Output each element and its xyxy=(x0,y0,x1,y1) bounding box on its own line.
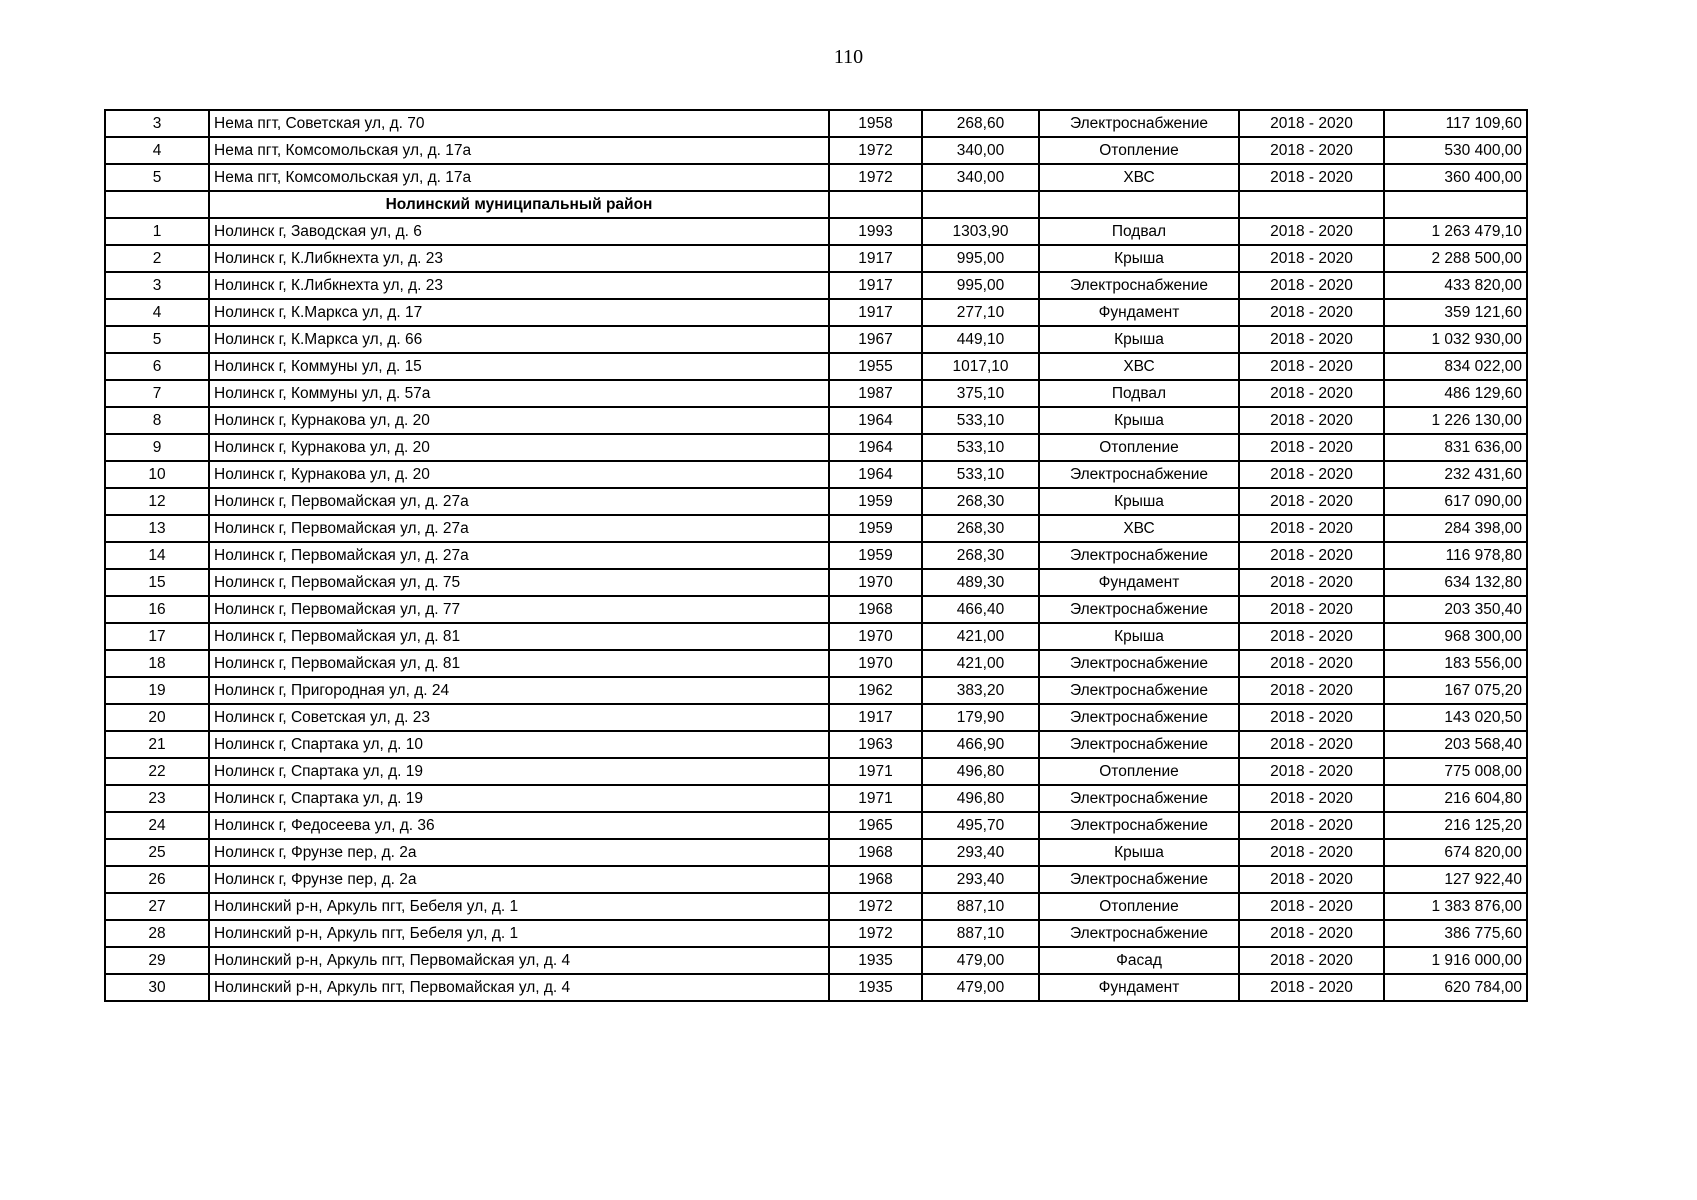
year-built-cell xyxy=(829,191,922,218)
year-built-cell: 1917 xyxy=(829,299,922,326)
work-type-cell: Электроснабжение xyxy=(1039,866,1239,893)
area-cell: 293,40 xyxy=(922,839,1039,866)
row-number: 6 xyxy=(105,353,209,380)
year-built-cell: 1917 xyxy=(829,272,922,299)
row-number: 8 xyxy=(105,407,209,434)
year-built-cell: 1970 xyxy=(829,569,922,596)
area-cell: 887,10 xyxy=(922,893,1039,920)
area-cell: 1017,10 xyxy=(922,353,1039,380)
work-type-cell: Подвал xyxy=(1039,218,1239,245)
period-cell: 2018 - 2020 xyxy=(1239,515,1384,542)
cost-cell: 167 075,20 xyxy=(1384,677,1527,704)
work-type-cell: Электроснабжение xyxy=(1039,596,1239,623)
cost-cell: 2 288 500,00 xyxy=(1384,245,1527,272)
year-built-cell: 1971 xyxy=(829,785,922,812)
year-built-cell: 1972 xyxy=(829,137,922,164)
address-cell: Нолинск г, Пригородная ул, д. 24 xyxy=(209,677,829,704)
address-cell: Нолинский р-н, Аркуль пгт, Первомайская ул, д. 4 xyxy=(209,974,829,1001)
table-row xyxy=(105,380,1527,407)
cost-cell: 1 916 000,00 xyxy=(1384,947,1527,974)
area-cell: 268,30 xyxy=(922,542,1039,569)
work-type-cell: Электроснабжение xyxy=(1039,110,1239,137)
year-built-cell: 1987 xyxy=(829,380,922,407)
table-row xyxy=(105,245,1527,272)
cost-cell: 284 398,00 xyxy=(1384,515,1527,542)
table-row xyxy=(105,434,1527,461)
year-built-cell: 1959 xyxy=(829,515,922,542)
address-cell: Нема пгт, Советская ул, д. 70 xyxy=(209,110,829,137)
period-cell: 2018 - 2020 xyxy=(1239,542,1384,569)
table-row xyxy=(105,650,1527,677)
cost-cell: 634 132,80 xyxy=(1384,569,1527,596)
table-row xyxy=(105,677,1527,704)
area-cell: 533,10 xyxy=(922,407,1039,434)
period-cell: 2018 - 2020 xyxy=(1239,704,1384,731)
cost-cell: 232 431,60 xyxy=(1384,461,1527,488)
period-cell: 2018 - 2020 xyxy=(1239,839,1384,866)
address-cell: Нолинск г, К.Маркса ул, д. 66 xyxy=(209,326,829,353)
year-built-cell: 1971 xyxy=(829,758,922,785)
section-header-row xyxy=(105,191,1527,218)
table-row xyxy=(105,596,1527,623)
year-built-cell: 1968 xyxy=(829,596,922,623)
row-number: 4 xyxy=(105,299,209,326)
row-number: 16 xyxy=(105,596,209,623)
period-cell: 2018 - 2020 xyxy=(1239,434,1384,461)
row-number: 19 xyxy=(105,677,209,704)
row-number: 15 xyxy=(105,569,209,596)
area-cell: 449,10 xyxy=(922,326,1039,353)
cost-cell: 831 636,00 xyxy=(1384,434,1527,461)
row-number: 18 xyxy=(105,650,209,677)
cost-cell: 530 400,00 xyxy=(1384,137,1527,164)
address-cell: Нолинск г, Федосеева ул, д. 36 xyxy=(209,812,829,839)
row-number: 3 xyxy=(105,272,209,299)
work-type-cell: Подвал xyxy=(1039,380,1239,407)
address-cell: Нолинск г, Первомайская ул, д. 81 xyxy=(209,650,829,677)
address-cell: Нолинск г, Первомайская ул, д. 27а xyxy=(209,488,829,515)
table-row xyxy=(105,218,1527,245)
row-number: 14 xyxy=(105,542,209,569)
table-row xyxy=(105,326,1527,353)
address-cell: Нолинск г, Фрунзе пер, д. 2а xyxy=(209,866,829,893)
year-built-cell: 1972 xyxy=(829,893,922,920)
cost-cell: 674 820,00 xyxy=(1384,839,1527,866)
cost-cell: 216 125,20 xyxy=(1384,812,1527,839)
period-cell: 2018 - 2020 xyxy=(1239,137,1384,164)
area-cell: 466,40 xyxy=(922,596,1039,623)
row-number: 30 xyxy=(105,974,209,1001)
cost-cell: 359 121,60 xyxy=(1384,299,1527,326)
address-cell: Нолинск г, Курнакова ул, д. 20 xyxy=(209,434,829,461)
address-cell: Нолинск г, К.Либкнехта ул, д. 23 xyxy=(209,272,829,299)
area-cell: 496,80 xyxy=(922,758,1039,785)
period-cell: 2018 - 2020 xyxy=(1239,812,1384,839)
work-type-cell: Крыша xyxy=(1039,839,1239,866)
table-row xyxy=(105,785,1527,812)
address-cell: Нолинск г, Спартака ул, д. 19 xyxy=(209,785,829,812)
area-cell: 340,00 xyxy=(922,164,1039,191)
work-type-cell: Электроснабжение xyxy=(1039,461,1239,488)
row-number: 17 xyxy=(105,623,209,650)
table-row xyxy=(105,353,1527,380)
row-number: 23 xyxy=(105,785,209,812)
year-built-cell: 1917 xyxy=(829,704,922,731)
row-number: 13 xyxy=(105,515,209,542)
period-cell: 2018 - 2020 xyxy=(1239,299,1384,326)
period-cell: 2018 - 2020 xyxy=(1239,731,1384,758)
year-built-cell: 1959 xyxy=(829,542,922,569)
period-cell: 2018 - 2020 xyxy=(1239,920,1384,947)
address-cell: Нолинск г, Первомайская ул, д. 27а xyxy=(209,542,829,569)
period-cell: 2018 - 2020 xyxy=(1239,893,1384,920)
year-built-cell: 1962 xyxy=(829,677,922,704)
year-built-cell: 1964 xyxy=(829,461,922,488)
row-number: 7 xyxy=(105,380,209,407)
cost-cell: 968 300,00 xyxy=(1384,623,1527,650)
work-type-cell: Электроснабжение xyxy=(1039,920,1239,947)
area-cell: 340,00 xyxy=(922,137,1039,164)
period-cell: 2018 - 2020 xyxy=(1239,569,1384,596)
period-cell: 2018 - 2020 xyxy=(1239,353,1384,380)
period-cell: 2018 - 2020 xyxy=(1239,110,1384,137)
table-row xyxy=(105,839,1527,866)
year-built-cell: 1964 xyxy=(829,434,922,461)
area-cell: 479,00 xyxy=(922,947,1039,974)
row-number: 27 xyxy=(105,893,209,920)
year-built-cell: 1967 xyxy=(829,326,922,353)
work-type-cell: Электроснабжение xyxy=(1039,677,1239,704)
address-cell: Нолинский р-н, Аркуль пгт, Бебеля ул, д. 1 xyxy=(209,920,829,947)
cost-cell: 775 008,00 xyxy=(1384,758,1527,785)
address-cell: Нема пгт, Комсомольская ул, д. 17а xyxy=(209,137,829,164)
work-type-cell: Крыша xyxy=(1039,623,1239,650)
cost-cell: 203 350,40 xyxy=(1384,596,1527,623)
area-cell: 887,10 xyxy=(922,920,1039,947)
table-row xyxy=(105,974,1527,1001)
work-type-cell: Электроснабжение xyxy=(1039,704,1239,731)
period-cell: 2018 - 2020 xyxy=(1239,461,1384,488)
address-cell: Нолинск г, К.Маркса ул, д. 17 xyxy=(209,299,829,326)
table-row xyxy=(105,623,1527,650)
year-built-cell: 1958 xyxy=(829,110,922,137)
table-body xyxy=(105,110,1527,1001)
row-number: 21 xyxy=(105,731,209,758)
cost-cell: 433 820,00 xyxy=(1384,272,1527,299)
year-built-cell: 1959 xyxy=(829,488,922,515)
work-type-cell: Крыша xyxy=(1039,407,1239,434)
year-built-cell: 1970 xyxy=(829,623,922,650)
table-row xyxy=(105,515,1527,542)
address-cell: Нолинск г, Советская ул, д. 23 xyxy=(209,704,829,731)
row-number: 20 xyxy=(105,704,209,731)
period-cell: 2018 - 2020 xyxy=(1239,866,1384,893)
row-number xyxy=(105,191,209,218)
cost-cell: 1 032 930,00 xyxy=(1384,326,1527,353)
address-cell: Нолинский р-н, Аркуль пгт, Первомайская ул, д. 4 xyxy=(209,947,829,974)
table-row xyxy=(105,893,1527,920)
table-row xyxy=(105,488,1527,515)
row-number: 3 xyxy=(105,110,209,137)
work-type-cell: Крыша xyxy=(1039,326,1239,353)
cost-cell: 1 226 130,00 xyxy=(1384,407,1527,434)
period-cell: 2018 - 2020 xyxy=(1239,380,1384,407)
area-cell: 421,00 xyxy=(922,623,1039,650)
period-cell: 2018 - 2020 xyxy=(1239,407,1384,434)
row-number: 22 xyxy=(105,758,209,785)
cost-cell: 1 263 479,10 xyxy=(1384,218,1527,245)
work-type-cell: ХВС xyxy=(1039,515,1239,542)
work-type-cell: Отопление xyxy=(1039,137,1239,164)
year-built-cell: 1968 xyxy=(829,866,922,893)
row-number: 4 xyxy=(105,137,209,164)
row-number: 25 xyxy=(105,839,209,866)
table-row xyxy=(105,812,1527,839)
work-type-cell: Электроснабжение xyxy=(1039,272,1239,299)
period-cell: 2018 - 2020 xyxy=(1239,650,1384,677)
address-cell: Нолинск г, Первомайская ул, д. 27а xyxy=(209,515,829,542)
row-number: 12 xyxy=(105,488,209,515)
address-cell: Нолинск г, Спартака ул, д. 19 xyxy=(209,758,829,785)
table-row xyxy=(105,758,1527,785)
address-cell: Нолинск г, Фрунзе пер, д. 2а xyxy=(209,839,829,866)
year-built-cell: 1963 xyxy=(829,731,922,758)
year-built-cell: 1964 xyxy=(829,407,922,434)
area-cell: 995,00 xyxy=(922,272,1039,299)
area-cell: 533,10 xyxy=(922,434,1039,461)
cost-cell: 127 922,40 xyxy=(1384,866,1527,893)
table-row xyxy=(105,299,1527,326)
year-built-cell: 1968 xyxy=(829,839,922,866)
cost-cell: 203 568,40 xyxy=(1384,731,1527,758)
address-cell: Нема пгт, Комсомольская ул, д. 17а xyxy=(209,164,829,191)
address-cell: Нолинск г, Курнакова ул, д. 20 xyxy=(209,461,829,488)
period-cell: 2018 - 2020 xyxy=(1239,974,1384,1001)
area-cell: 268,30 xyxy=(922,515,1039,542)
row-number: 24 xyxy=(105,812,209,839)
cost-cell: 183 556,00 xyxy=(1384,650,1527,677)
work-type-cell: Электроснабжение xyxy=(1039,785,1239,812)
table-row xyxy=(105,731,1527,758)
row-number: 9 xyxy=(105,434,209,461)
area-cell: 268,60 xyxy=(922,110,1039,137)
period-cell: 2018 - 2020 xyxy=(1239,218,1384,245)
row-number: 1 xyxy=(105,218,209,245)
area-cell: 995,00 xyxy=(922,245,1039,272)
area-cell: 268,30 xyxy=(922,488,1039,515)
row-number: 29 xyxy=(105,947,209,974)
table-row xyxy=(105,569,1527,596)
address-cell: Нолинск г, Коммуны ул, д. 15 xyxy=(209,353,829,380)
cost-cell: 834 022,00 xyxy=(1384,353,1527,380)
year-built-cell: 1993 xyxy=(829,218,922,245)
period-cell: 2018 - 2020 xyxy=(1239,623,1384,650)
work-type-cell: ХВС xyxy=(1039,353,1239,380)
row-number: 5 xyxy=(105,164,209,191)
work-type-cell: Фундамент xyxy=(1039,974,1239,1001)
cost-cell: 486 129,60 xyxy=(1384,380,1527,407)
area-cell: 496,80 xyxy=(922,785,1039,812)
period-cell: 2018 - 2020 xyxy=(1239,758,1384,785)
area-cell: 489,30 xyxy=(922,569,1039,596)
period-cell: 2018 - 2020 xyxy=(1239,596,1384,623)
work-type-cell: Отопление xyxy=(1039,758,1239,785)
work-type-cell: Крыша xyxy=(1039,245,1239,272)
address-cell: Нолинск г, Спартака ул, д. 10 xyxy=(209,731,829,758)
period-cell: 2018 - 2020 xyxy=(1239,245,1384,272)
work-type-cell: Отопление xyxy=(1039,893,1239,920)
cost-cell: 360 400,00 xyxy=(1384,164,1527,191)
area-cell: 293,40 xyxy=(922,866,1039,893)
year-built-cell: 1955 xyxy=(829,353,922,380)
area-cell: 277,10 xyxy=(922,299,1039,326)
area-cell xyxy=(922,191,1039,218)
year-built-cell: 1917 xyxy=(829,245,922,272)
area-cell: 479,00 xyxy=(922,974,1039,1001)
period-cell: 2018 - 2020 xyxy=(1239,326,1384,353)
table-row xyxy=(105,110,1527,137)
area-cell: 375,10 xyxy=(922,380,1039,407)
work-type-cell: Отопление xyxy=(1039,434,1239,461)
year-built-cell: 1972 xyxy=(829,920,922,947)
area-cell: 383,20 xyxy=(922,677,1039,704)
cost-cell: 116 978,80 xyxy=(1384,542,1527,569)
work-type-cell: Электроснабжение xyxy=(1039,542,1239,569)
table-row xyxy=(105,164,1527,191)
table-row xyxy=(105,542,1527,569)
table-row xyxy=(105,407,1527,434)
address-cell: Нолинск г, Коммуны ул, д. 57а xyxy=(209,380,829,407)
year-built-cell: 1935 xyxy=(829,947,922,974)
period-cell: 2018 - 2020 xyxy=(1239,488,1384,515)
work-type-cell: Фундамент xyxy=(1039,299,1239,326)
period-cell: 2018 - 2020 xyxy=(1239,164,1384,191)
table-row xyxy=(105,947,1527,974)
cost-cell: 1 383 876,00 xyxy=(1384,893,1527,920)
address-cell: Нолинск г, Первомайская ул, д. 75 xyxy=(209,569,829,596)
section-title: Нолинский муниципальный район xyxy=(209,191,829,218)
cost-cell: 143 020,50 xyxy=(1384,704,1527,731)
table-row xyxy=(105,866,1527,893)
cost-cell: 386 775,60 xyxy=(1384,920,1527,947)
year-built-cell: 1965 xyxy=(829,812,922,839)
area-cell: 466,90 xyxy=(922,731,1039,758)
row-number: 28 xyxy=(105,920,209,947)
cost-cell: 117 109,60 xyxy=(1384,110,1527,137)
period-cell xyxy=(1239,191,1384,218)
work-type-cell: Электроснабжение xyxy=(1039,812,1239,839)
row-number: 10 xyxy=(105,461,209,488)
row-number: 26 xyxy=(105,866,209,893)
table-row xyxy=(105,137,1527,164)
address-cell: Нолинский р-н, Аркуль пгт, Бебеля ул, д. 1 xyxy=(209,893,829,920)
work-type-cell: Фасад xyxy=(1039,947,1239,974)
period-cell: 2018 - 2020 xyxy=(1239,677,1384,704)
cost-cell xyxy=(1384,191,1527,218)
period-cell: 2018 - 2020 xyxy=(1239,272,1384,299)
address-cell: Нолинск г, Заводская ул, д. 6 xyxy=(209,218,829,245)
area-cell: 495,70 xyxy=(922,812,1039,839)
area-cell: 533,10 xyxy=(922,461,1039,488)
year-built-cell: 1972 xyxy=(829,164,922,191)
work-type-cell: Электроснабжение xyxy=(1039,731,1239,758)
page-number: 110 xyxy=(833,46,864,68)
cost-cell: 620 784,00 xyxy=(1384,974,1527,1001)
table-row xyxy=(105,272,1527,299)
address-cell: Нолинск г, К.Либкнехта ул, д. 23 xyxy=(209,245,829,272)
cost-cell: 216 604,80 xyxy=(1384,785,1527,812)
period-cell: 2018 - 2020 xyxy=(1239,947,1384,974)
area-cell: 179,90 xyxy=(922,704,1039,731)
year-built-cell: 1970 xyxy=(829,650,922,677)
table-row xyxy=(105,920,1527,947)
area-cell: 421,00 xyxy=(922,650,1039,677)
address-cell: Нолинск г, Курнакова ул, д. 20 xyxy=(209,407,829,434)
address-cell: Нолинск г, Первомайская ул, д. 77 xyxy=(209,596,829,623)
work-type-cell: ХВС xyxy=(1039,164,1239,191)
area-cell: 1303,90 xyxy=(922,218,1039,245)
work-type-cell: Электроснабжение xyxy=(1039,650,1239,677)
period-cell: 2018 - 2020 xyxy=(1239,785,1384,812)
work-type-cell xyxy=(1039,191,1239,218)
table-row xyxy=(105,461,1527,488)
address-cell: Нолинск г, Первомайская ул, д. 81 xyxy=(209,623,829,650)
row-number: 5 xyxy=(105,326,209,353)
table-row xyxy=(105,704,1527,731)
work-type-cell: Фундамент xyxy=(1039,569,1239,596)
year-built-cell: 1935 xyxy=(829,974,922,1001)
row-number: 2 xyxy=(105,245,209,272)
cost-cell: 617 090,00 xyxy=(1384,488,1527,515)
work-type-cell: Крыша xyxy=(1039,488,1239,515)
repair-schedule-table xyxy=(104,109,1528,1002)
